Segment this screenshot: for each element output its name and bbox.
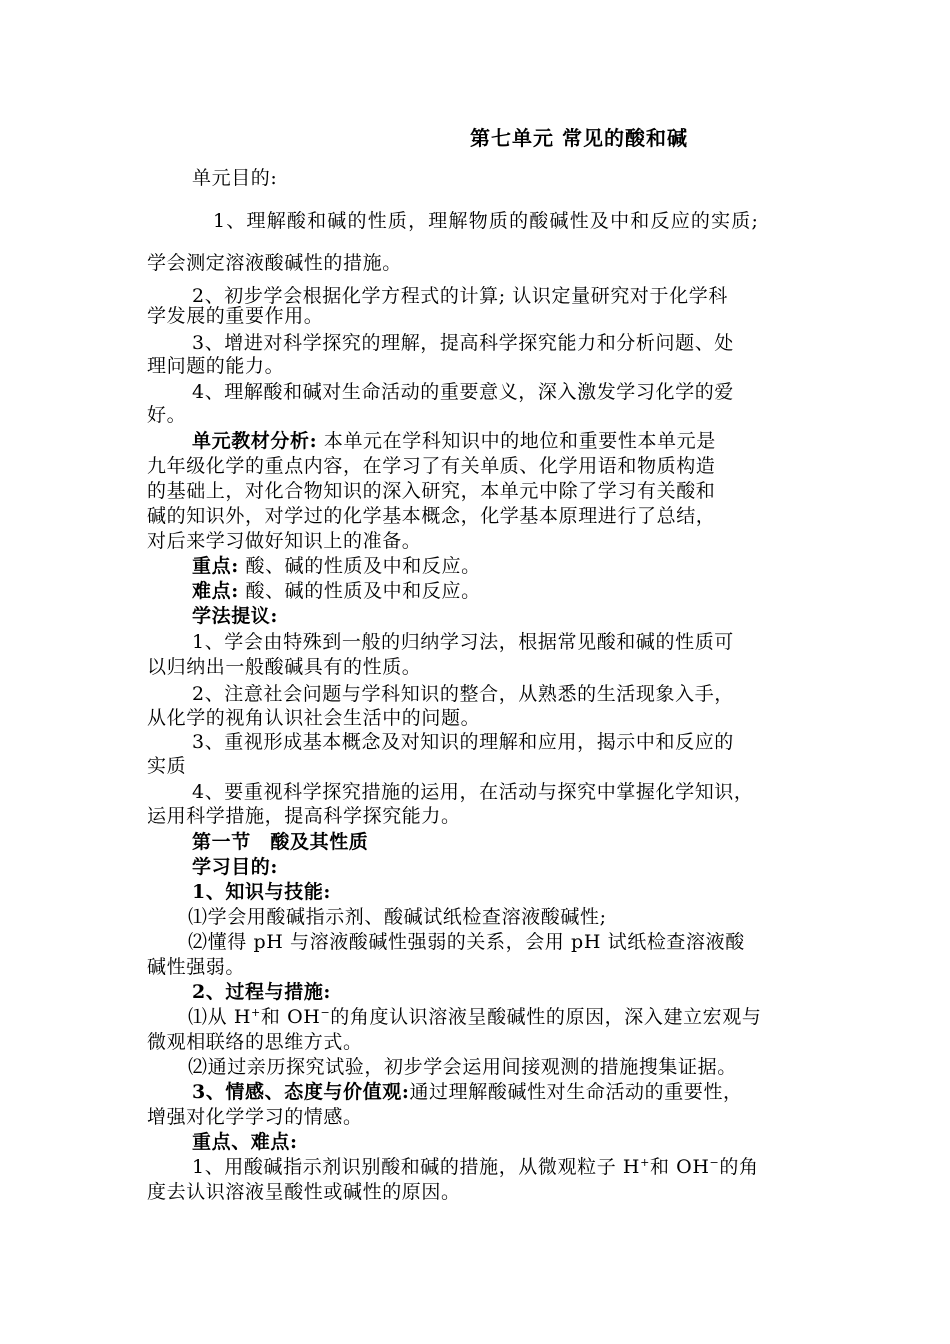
focus-item-1-part-a: 1、用酸碱指示剂识别酸和碱的措施，从微观粒子 H (192, 1156, 641, 1178)
process-item-1-line-1 (188, 1004, 761, 1030)
analysis-line-4: 碱的知识外，对学过的化学基本概念，化学基本原理进行了总结， (147, 505, 716, 527)
process-item-1-part-a: ⑴从 H (188, 1006, 252, 1028)
emotion-label: 3、情感、态度与价值观: (192, 1081, 410, 1103)
analysis-line-5: 对后来学习做好知识上的准备。 (147, 530, 422, 552)
method-3-line-2: 实质 (147, 755, 187, 777)
method-2-line-1: 2、注意社会问题与学科知识的整合，从熟悉的生活现象入手， (192, 683, 734, 705)
analysis-line-1 (192, 428, 716, 454)
process-item-1-part-b: 和 OH (260, 1006, 321, 1028)
goal-1-line-2: 学会测定溶液酸碱性的措施。 (147, 252, 402, 274)
method-heading: 学法提议: (192, 605, 279, 627)
process-heading: 2、过程与措施: (192, 981, 332, 1003)
analysis-line-2: 九年级化学的重点内容，在学习了有关单质、化学用语和物质构造 (147, 455, 716, 477)
method-1-line-1: 1、学会由特殊到一般的归纳学习法，根据常见酸和碱的性质可 (192, 631, 734, 653)
method-3-line-1: 3、重视形成基本概念及对知识的理解和应用，揭示中和反应的 (192, 731, 734, 753)
goal-1-line-1: 1、理解酸和碱的性质，理解物质的酸碱性及中和反应的实质; (213, 210, 760, 232)
section-title: 第一节 酸及其性质 (192, 831, 369, 853)
method-2-line-2: 从化学的视角认识社会生活中的问题。 (147, 707, 481, 729)
analysis-line-3: 的基础上，对化合物知识的深入研究，本单元中除了学习有关酸和 (147, 480, 716, 502)
focus-item-1-part-c: 的角 (719, 1156, 759, 1178)
key-point-line (192, 553, 481, 579)
focus-heading: 重点、难点: (192, 1131, 298, 1153)
method-4-line-2: 运用科学措施，提高科学探究能力。 (147, 805, 461, 827)
goal-4-line-2: 好。 (147, 404, 187, 426)
hydrogen-ion-charge: + (251, 1006, 261, 1019)
knowledge-item-2-line-1: ⑵懂得 pH 与溶液酸碱性强弱的关系，会用 pH 试纸检查溶液酸 (188, 931, 745, 953)
analysis-text: 本单元在学科知识中的地位和重要性本单元是 (317, 430, 716, 452)
difficulty-text: 酸、碱的性质及中和反应。 (238, 580, 481, 602)
goal-3-line-2: 理问题的能力。 (147, 355, 285, 377)
focus-item-1-part-b: 和 OH (649, 1156, 710, 1178)
goal-4-line-1: 4、理解酸和碱对生命活动的重要意义，深入激发学习化学的爱 (192, 381, 734, 403)
difficulty-line (192, 578, 481, 604)
key-text: 酸、碱的性质及中和反应。 (238, 555, 481, 577)
key-label: 重点: (192, 555, 239, 577)
process-item-1-part-c: 的角度认识溶液呈酸碱性的原因，深入建立宏观与 (330, 1006, 762, 1028)
analysis-label: 单元教材分析: (192, 430, 318, 452)
hydrogen-ion-charge-2: + (640, 1156, 650, 1169)
hydroxide-ion-charge: − (320, 1006, 331, 1019)
focus-item-1-line-1 (192, 1154, 759, 1180)
focus-item-1-line-2: 度去认识溶液呈酸性或碱性的原因。 (147, 1181, 461, 1203)
goal-2-line-2: 学发展的重要作用。 (147, 305, 324, 327)
difficulty-label: 难点: (192, 580, 239, 602)
unit-goal-heading: 单元目的: (192, 167, 278, 189)
emotion-text: 通过理解酸碱性对生命活动的重要性， (409, 1081, 743, 1103)
knowledge-heading: 1、知识与技能: (192, 881, 332, 903)
process-item-1-line-2: 微观相联络的思维方式。 (147, 1031, 363, 1053)
emotion-line-2: 增强对化学学习的情感。 (147, 1106, 363, 1128)
process-item-2: ⑵通过亲历探究试验，初步学会运用间接观测的措施搜集证据。 (188, 1056, 737, 1078)
method-4-line-1: 4、要重视科学探究措施的运用，在活动与探究中掌握化学知识， (192, 781, 754, 803)
emotion-line-1 (192, 1079, 743, 1105)
knowledge-item-1: ⑴学会用酸碱指示剂、酸碱试纸检查溶液酸碱性; (188, 906, 607, 928)
goal-2-line-1: 2、初步学会根据化学方程式的计算; 认识定量研究对于化学科 (192, 285, 728, 307)
goal-3-line-1: 3、增进对科学探究的理解，提高科学探究能力和分析问题、处 (192, 332, 734, 354)
method-1-line-2: 以归纳出一般酸碱具有的性质。 (147, 656, 422, 678)
page-title: 第七单元 常见的酸和碱 (470, 126, 688, 150)
hydroxide-ion-charge-2: − (709, 1156, 720, 1169)
knowledge-item-2-line-2: 碱性强弱。 (147, 956, 246, 978)
study-goal-heading: 学习目的: (192, 856, 279, 878)
